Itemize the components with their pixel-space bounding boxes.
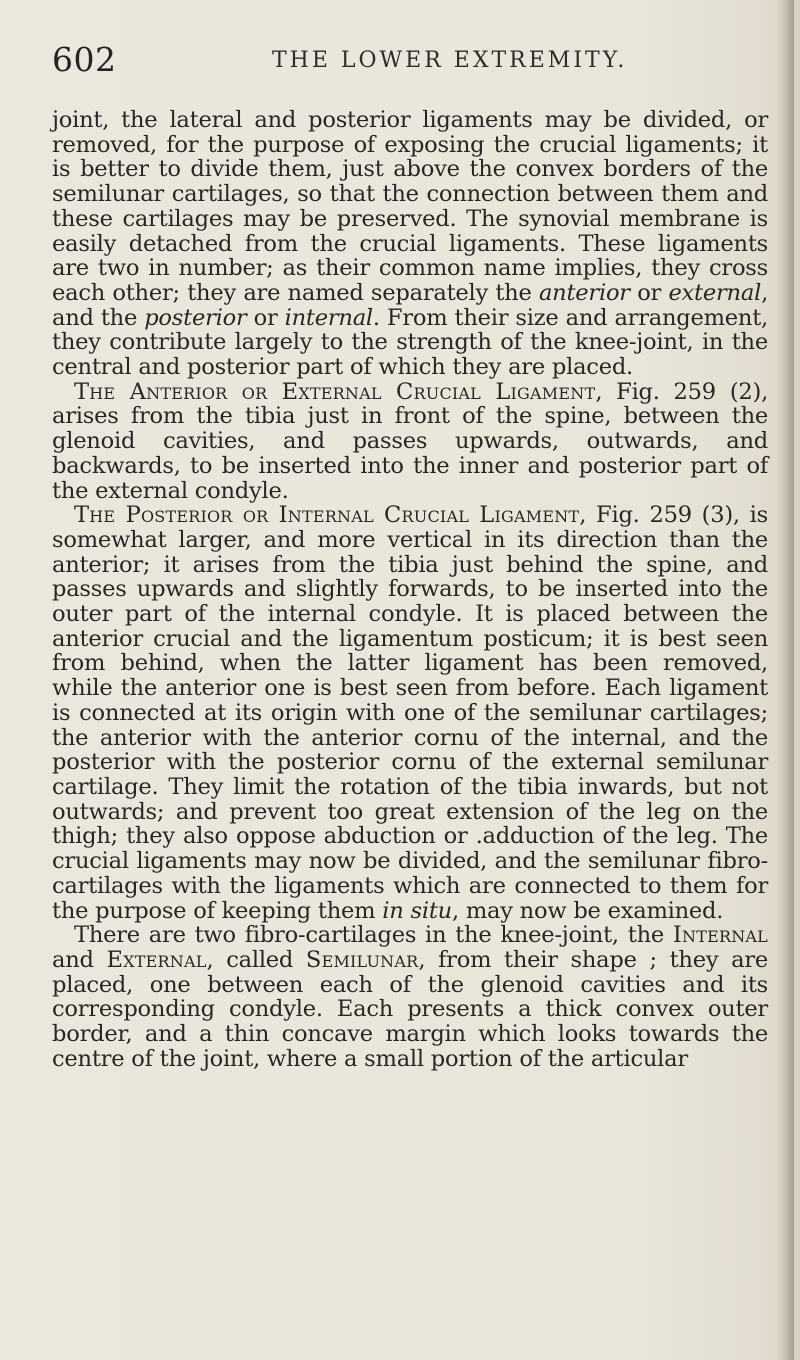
paragraph-4 [52,923,768,1071]
page-header [52,40,772,94]
paragraph-4-and: and [52,946,107,973]
paragraph-1-or-1: or [629,279,669,306]
paragraph-3-text: , Fig. 259 (3), is somewhat larger, and more vertical in its direction than the anterior; it arises from the tibia just behind the spine, and passes upwards and slightly forwards, to be inserted into the outer part of the internal condyle. It is placed between the anterior crucial and the ligamentum posticum; it is best seen from behind, when the latter ligament has been removed, while the anterior one is best seen from before. Each ligament is connected at its origin with one of the semilunar cartilages; the anterior with the anterior cornu of the internal, and the posterior with the posterior cornu of the external semilunar cartilage. They limit the rotation of the tibia inwards, but not outwards; and prevent too great extension of the leg on the thigh; they also oppose abduction or .adduction of the leg. The crucial ligaments may now be divided, and the semilunar fibro-cartilages with the ligaments which are connected to them for the purpose of keeping them [52,502,768,924]
paragraph-4-text-b: , from their shape ; they are placed, one between each of the glenoid cavities and its corresponding condyle. Each presents a thick convex outer border, and a thin concave margin which looks towards the centre of the joint, where a small portion of the articular [52,946,768,1072]
paragraph-2 [52,380,768,504]
page-gutter-shadow [776,0,794,1360]
term-in-situ: in situ [382,897,452,924]
page-number: 602 [52,40,117,79]
term-anterior: anterior [538,279,630,306]
paragraph-3 [52,503,768,923]
running-head: THE LOWER EXTREMITY. [272,48,628,73]
posterior-crucial-heading: The Posterior or Internal Crucial Ligament [74,502,580,529]
paragraph-4-text-a: There are two fibro-cartilages in the knee-joint, the [74,922,673,949]
paragraph-1-or-2: or [246,304,285,331]
paragraph-1-text-a: joint, the lateral and posterior ligaments may be divided, or removed, for the purpose of exposing the crucial ligaments; it is better to divide them, just above the convex borders of the semilunar cartilages, so that the connection between them and these cartilages may be preserved. The synovial membrane is easily detached from the crucial ligaments. These ligaments are two in number; as their common name implies, they cross each other; they are named separately the [52,107,768,306]
anterior-crucial-heading: The Anterior or External Crucial Ligament [74,378,596,405]
paragraph-1-and-the: , and the [52,279,768,331]
term-posterior: posterior [144,304,247,331]
term-semilunar: Semilunar [305,946,419,973]
paragraph-3-text-end: , may now be examined. [451,897,724,924]
term-external: external [668,279,762,306]
paragraph-2-text: , Fig. 259 (2), arises from the tibia just in front of the spine, between the glenoid cavities, and passes upwards, outwards, and backwards, to be inserted into the inner and posterior part of the external condyle. [52,378,768,504]
paragraph-4-called: , called [206,946,306,973]
term-internal: internal [284,304,373,331]
term-internal-cartilage: Internal [672,922,768,949]
paragraph-1 [52,108,768,380]
term-external-cartilage: External [106,946,207,973]
paragraph-1-text-b: . From their size and arrangement, they contribute largely to the strength of the knee-joint, in the central and posterior part of which they are placed. [52,304,768,381]
body-text [52,108,768,1071]
